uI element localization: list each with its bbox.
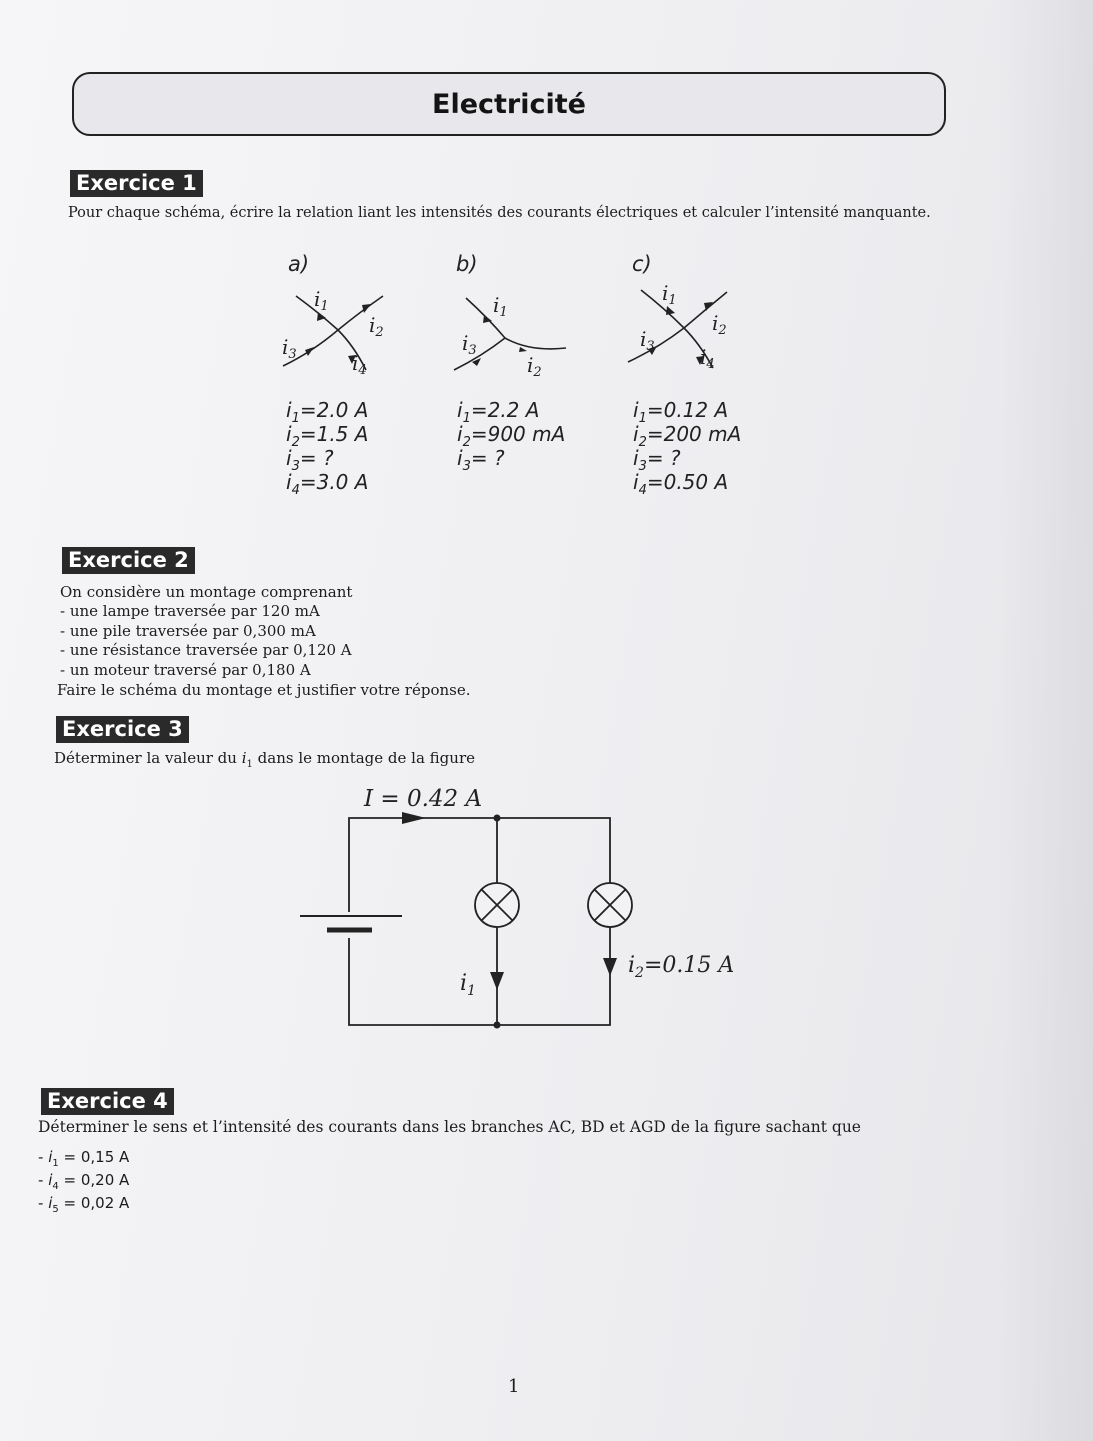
exercise-2-line: - un moteur traversé par 0,180 A <box>60 661 311 679</box>
schema-c-value: $i_2=200$ mA <box>633 422 742 450</box>
svg-text:i4: $i_4$ <box>700 345 715 372</box>
circuit-label-i2: $i_2=0.15$ A <box>628 953 735 981</box>
exercise-1-label: Exercice 1 <box>70 170 203 197</box>
exercise-4-label: Exercice 4 <box>41 1088 174 1115</box>
exercise-2-line: - une lampe traversée par 120 mA <box>60 602 320 620</box>
current-arrow-I <box>402 812 426 824</box>
exercise-2-label: Exercice 2 <box>62 547 195 574</box>
schema-b-letter: b) <box>456 252 478 276</box>
schema-a-value: $i_2=1.5$ A <box>286 422 369 450</box>
lamp-2-icon <box>588 883 632 927</box>
circuit-label-I: I = 0.42 A <box>364 786 483 812</box>
svg-text:i1: $i_1$ <box>662 281 677 308</box>
schema-c-value: $i_1=0.12$ A <box>633 398 729 426</box>
svg-text:i3: $i_3$ <box>640 327 655 354</box>
svg-text:i3: $i_3$ <box>282 335 297 362</box>
page-title: Electricité <box>432 88 586 120</box>
current-arrow-i1 <box>490 972 504 990</box>
exercise-4-instruction: Déterminer le sens et l’intensité des courants dans les branches AC, BD et AGD de la figure sachant que <box>38 1118 861 1136</box>
exercise-2-line: Faire le schéma du montage et justifier votre réponse. <box>57 681 471 699</box>
schema-a-letter: a) <box>288 252 310 276</box>
circuit-label-i1: $i_1$ <box>460 971 476 999</box>
lamp-1-icon <box>475 883 519 927</box>
schema-a-value: $i_1=2.0$ A <box>286 398 369 426</box>
svg-text:i2: $i_2$ <box>369 313 384 340</box>
schema-a-value: $i_4=3.0$ A <box>286 470 369 498</box>
exercise-3-text: dans le montage de la figure <box>252 749 475 767</box>
exercise-1-instruction: Pour chaque schéma, écrire la relation liant les intensités des courants électriques et calculer l’intensité manquante. <box>68 205 931 221</box>
schema-b-value: $i_2=900$ mA <box>457 422 566 450</box>
exercise-4-item: - $i_5 = 0,02$ A <box>38 1194 130 1215</box>
exercise-4-item: - $i_4 = 0,20$ A <box>38 1171 130 1192</box>
exercise-2-line: On considère un montage comprenant <box>60 583 353 601</box>
svg-text:i3: $i_3$ <box>462 331 477 358</box>
svg-text:i2: $i_2$ <box>527 353 542 380</box>
exercise-3-subscript: 1 <box>246 759 253 770</box>
exercise-3-text: Déterminer la valeur du <box>54 749 242 767</box>
schema-c-letter: c) <box>632 252 652 276</box>
svg-text:i1: $i_1$ <box>493 293 508 320</box>
page-number: 1 <box>508 1376 520 1397</box>
svg-text:i1: $i_1$ <box>314 287 329 314</box>
schema-c-value: $i_4=0.50$ A <box>633 470 729 498</box>
exercise-3-variable: i <box>241 749 247 767</box>
schema-b-value: $i_3=$ ? <box>457 446 505 474</box>
exercise-4-item: - $i_1 = 0,15$ A <box>38 1148 130 1169</box>
exercise-2-line: - une pile traversée par 0,300 mA <box>60 622 316 640</box>
svg-text:i4: $i_4$ <box>352 351 367 378</box>
current-arrow-i2 <box>603 958 617 976</box>
svg-text:i2: $i_2$ <box>712 311 727 338</box>
exercise-2-line: - une résistance traversée par 0,120 A <box>60 641 352 659</box>
exercise-3-label: Exercice 3 <box>56 716 189 743</box>
schema-a-value: $i_3=$ ? <box>286 446 334 474</box>
schema-c-value: $i_3=$ ? <box>633 446 681 474</box>
schema-b-value: $i_1=2.2$ A <box>457 398 540 426</box>
